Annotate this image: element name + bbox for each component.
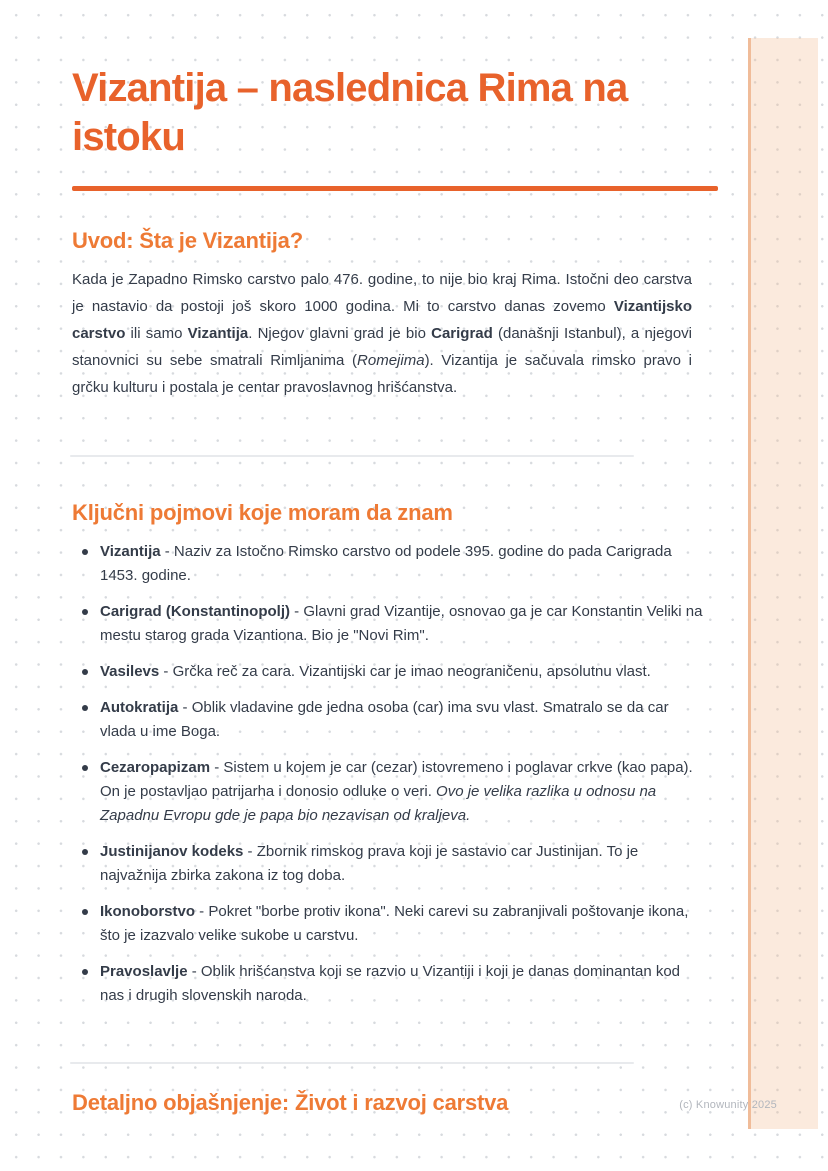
section-heading-detail: Detaljno objašnjenje: Život i razvoj carstva — [72, 1090, 509, 1115]
title-underline — [72, 186, 718, 191]
list-item-ikonoborstvo: Ikonoborstvo - Pokret "borbe protiv ikona". Neki carevi su zabranjivali poštovanje ikona, što je izazvalo velike sukobe u carstvu. — [72, 900, 704, 948]
page-title: Vizantija – naslednica Rima na istoku — [72, 66, 628, 159]
list-item-vasilevs: Vasilevs - Grčka reč za cara. Vizantijski car je imao neograničenu, apsolutnu vlast. — [72, 660, 704, 684]
list-item-cezaropapizam: Cezaropapizam - Sistem u kojem je car (cezar) istovremeno i poglavar crkve (kao papa). On je postavljao patrijarha i donosio odluke o veri. Ovo je velika razlika u odnosu na Zapadnu Evropu gde je papa bio nezavisan od kraljeva. — [72, 756, 704, 828]
key-terms-list — [72, 540, 704, 1020]
section-divider — [70, 455, 634, 457]
intro-paragraph: Kada je Zapadno Rimsko carstvo palo 476. godine, to nije bio kraj Rima. Istočni deo carstva je nastavio da postoji još skoro 1000 godina. Mi to carstvo danas zovemo Vizantijsko carstvo ili samo Vizantija. Njegov glavni grad je bio Carigrad (današnji Istanbul), a njegovi stanovnici su sebe smatrali Rimljanima (Romejima). Vizantija je sačuvala rimsko pravo i grčku kulturu i postala je centar pravoslavnog hrišćanstva. — [72, 271, 692, 396]
list-item-carigrad: Carigrad (Konstantinopolj) - Glavni grad Vizantije, osnovao ga je car Konstantin Veliki na mestu starog grada Vizantiona. Bio je "Novi Rim". — [72, 600, 704, 648]
list-item-justinijanov-kodeks: Justinijanov kodeks - Zbornik rimskog prava koji je sastavio car Justinijan. To je najvažnija zbirka zakona iz tog doba. — [72, 840, 704, 888]
list-item-vizantija: Vizantija - Naziv za Istočno Rimsko carstvo od podele 395. godine do pada Carigrada 1453. godine. — [72, 540, 704, 588]
list-item-autokratija: Autokratija - Oblik vladavine gde jedna osoba (car) ima svu vlast. Smatralo se da car vlada u ime Boga. — [72, 696, 704, 744]
margin-stripe — [748, 38, 818, 1129]
section-heading-intro: Uvod: Šta je Vizantija? — [72, 228, 303, 253]
section-heading-key-terms: Ključni pojmovi koje moram da znam — [72, 500, 453, 525]
list-item-pravoslavlje: Pravoslavlje - Oblik hrišćanstva koji se razvio u Vizantiji i koji je danas dominantan kod nas i drugih slovenskih naroda. — [72, 960, 704, 1008]
copyright-footer: (c) Knowunity 2025 — [679, 1099, 777, 1111]
section-divider — [70, 1062, 634, 1064]
